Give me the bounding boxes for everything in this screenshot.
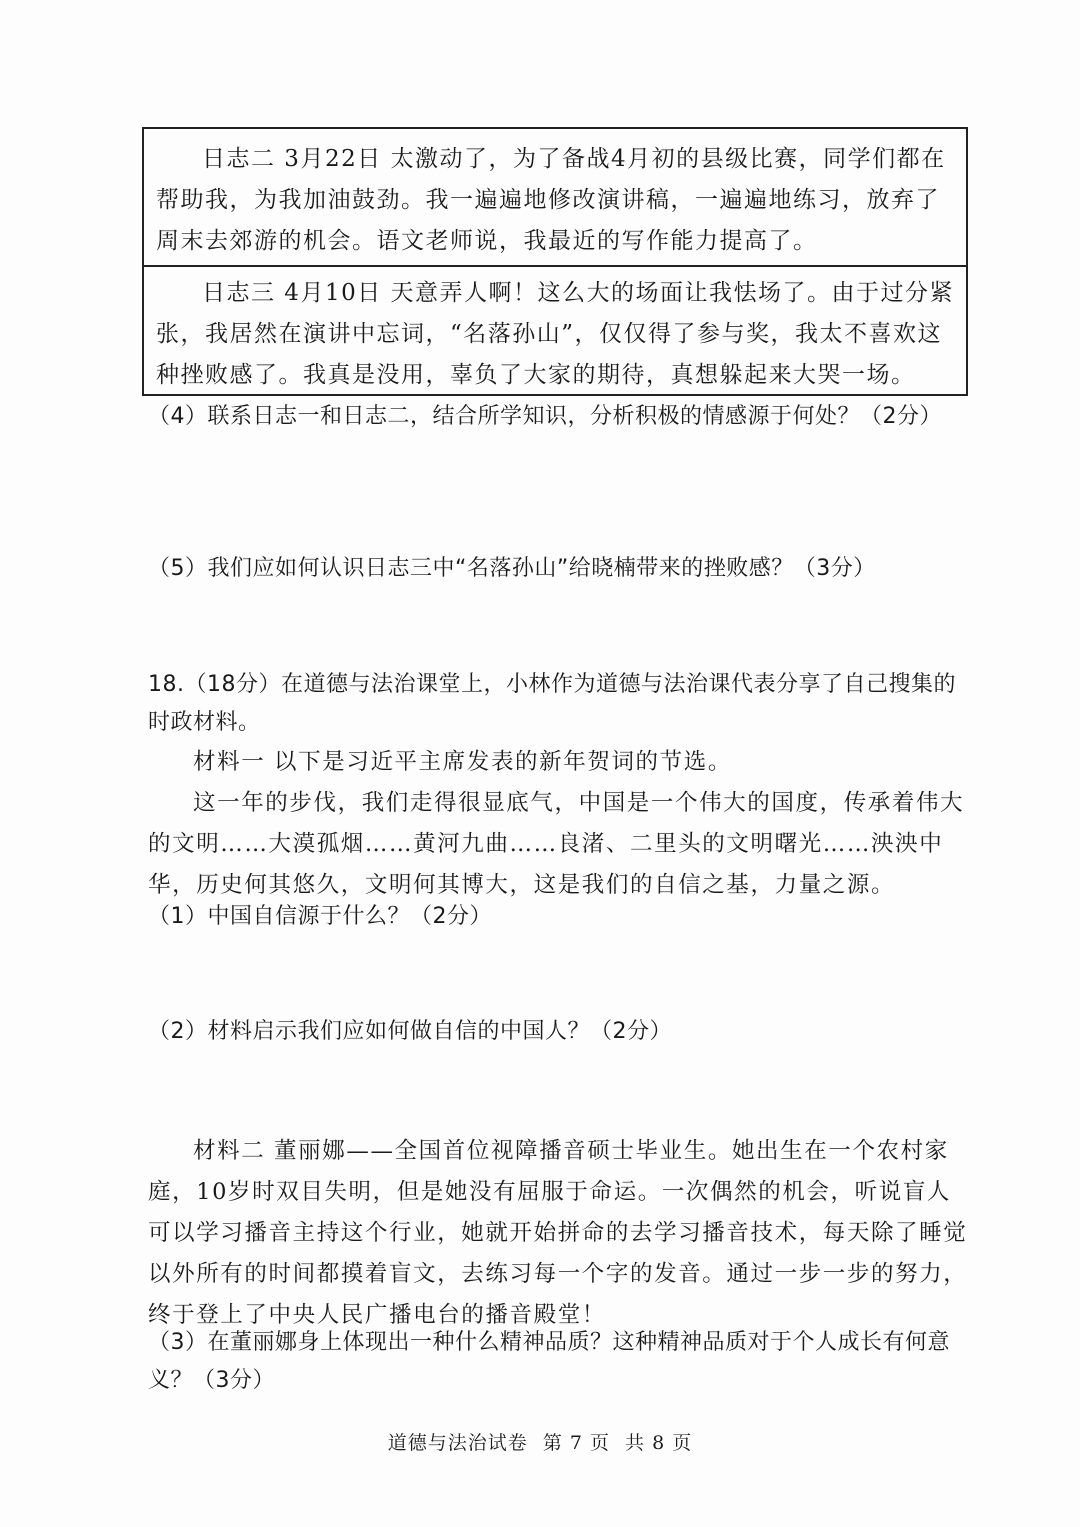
question-18-3: （3）在董丽娜身上体现出一种什么精神品质？这种精神品质对于个人成长有何意义？（3分） <box>148 1330 950 1393</box>
diary-entry-3-text: 日志三 4月10日 天意弄人啊！这么大的场面让我怯场了。由于过分紧张，我居然在演讲中忘词，“名落孙山”，仅仅得了参与奖，我太不喜欢这种挫败感了。我真是没用，辜负了大家的期待，真想躲起来大哭一场。 <box>156 280 955 388</box>
question-5: （5）我们应如何认识日志三中“名落孙山”给晓楠带来的挫败感？（3分） <box>148 556 876 581</box>
footer-total-pages: 共 8 页 <box>625 1432 693 1454</box>
question-18-2: （2）材料启示我们应如何做自信的中国人？（2分） <box>148 1019 672 1044</box>
question-18-intro: 18.（18分）在道德与法治课堂上，小林作为道德与法治课代表分享了自己搜集的时政材料。 <box>148 672 956 735</box>
diary-box <box>142 127 968 396</box>
question-18-1: （1）中国自信源于什么？（2分） <box>148 904 492 929</box>
diary-entry-2 <box>144 139 966 262</box>
diary-entry-2-text: 日志二 3月22日 太激动了，为了备战4月初的县级比赛，同学们都在帮助我，为我加油鼓劲。我一遍遍地修改演讲稿，一遍遍地练习，放弃了周末去郊游的机会。语文老师说，我最近的写作能力提高了。 <box>156 146 946 254</box>
footer-subject: 道德与法治试卷 <box>387 1432 528 1454</box>
material-1-text: 这一年的步伐，我们走得很显底气，中国是一个伟大的国度，传承着伟大的文明……大漠孤烟……黄河九曲……良渚、二里头的文明曙光……泱泱中华，历史何其悠久，文明何其博大，这是我们的自信之基，力量之源。 <box>148 790 965 898</box>
material-2-text: 材料二 董丽娜——全国首位视障播音硕士毕业生。她出生在一个农村家庭，10岁时双目失明，但是她没有屈服于命运。一次偶然的机会，听说盲人可以学习播音主持这个行业，她就开始拼命的去学习播音技术，每天除了睡觉以外所有的时间都摸着盲文，去练习每一个字的发音。通过一步一步的努力，终于登上了中央人民广播电台的播音殿堂！ <box>148 1138 968 1328</box>
diary-entry-3 <box>144 265 966 396</box>
page-footer <box>0 1428 1080 1455</box>
material-1-title: 材料一 以下是习近平主席发表的新年贺词的节选。 <box>193 749 732 775</box>
footer-page-number: 第 7 页 <box>542 1432 610 1454</box>
question-4: （4）联系日志一和日志二，结合所学知识，分析积极的情感源于何处？（2分） <box>148 404 942 429</box>
